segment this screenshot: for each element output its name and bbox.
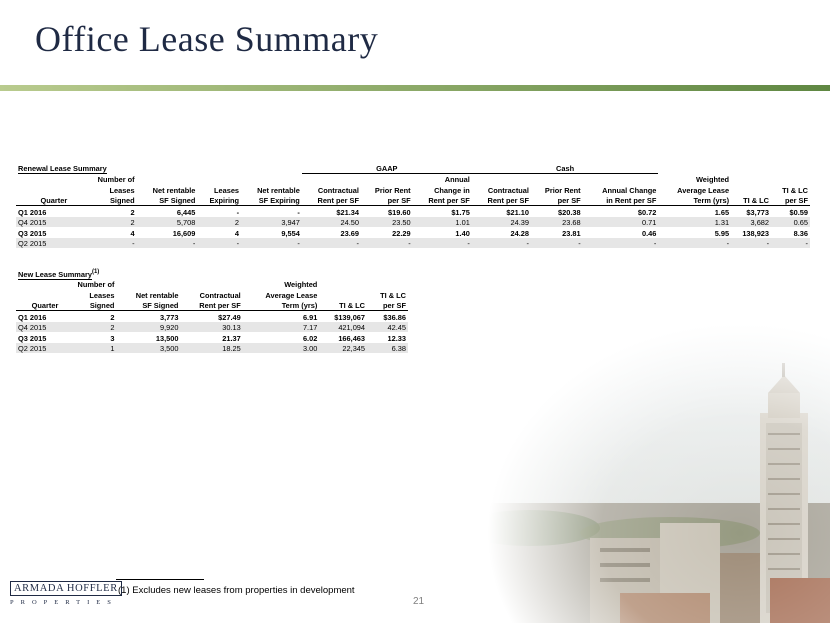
header-cell: TI & LC xyxy=(380,290,406,300)
renewal-header-row-3 xyxy=(16,195,810,206)
cell: $21.34 xyxy=(336,207,359,217)
cell: $21.10 xyxy=(506,207,529,217)
header-cell xyxy=(531,173,583,184)
header-cell xyxy=(319,289,367,300)
header-cell: Rent per SF xyxy=(302,195,361,206)
cell: 6.38 xyxy=(367,343,408,354)
cell: 1.65 xyxy=(714,207,730,217)
header-cell: Average Lease xyxy=(265,290,318,300)
cell: 1.31 xyxy=(658,217,731,228)
cell: 6.02 xyxy=(302,333,318,343)
table-row xyxy=(16,322,408,333)
cell: 3.00 xyxy=(243,343,320,354)
header-cell xyxy=(302,173,361,184)
header-cell: Quarter xyxy=(16,300,60,311)
header-cell xyxy=(771,173,810,184)
header-cell: Term (yrs) xyxy=(658,195,731,206)
footnote-divider xyxy=(116,579,204,580)
new-title-row xyxy=(16,268,408,279)
header-cell: Weighted xyxy=(284,280,318,289)
header-cell: Prior Rent xyxy=(544,185,581,195)
cell: 5.95 xyxy=(714,228,730,238)
new-lease-table xyxy=(16,268,408,353)
header-cell: Annual Change xyxy=(602,185,657,195)
cell: $1.75 xyxy=(451,207,470,217)
cell: 24.28 xyxy=(510,228,529,238)
table-row xyxy=(16,227,810,238)
company-logo xyxy=(10,578,118,610)
cell: 23.69 xyxy=(340,228,359,238)
header-cell: Number of xyxy=(97,175,135,184)
header-cell: Leases xyxy=(89,290,115,300)
cell: 138,923 xyxy=(742,228,770,238)
header-cell: Average Lease xyxy=(677,185,730,195)
table-row xyxy=(16,311,408,322)
new-header-row-2 xyxy=(16,289,408,300)
table-row xyxy=(16,343,408,354)
cell: 22.29 xyxy=(392,228,411,238)
header-cell xyxy=(116,279,180,290)
header-cell: per SF xyxy=(361,195,413,206)
cell: 2 xyxy=(197,217,241,228)
row-quarter: Q4 2015 xyxy=(16,217,69,228)
new-section-title: New Lease Summary$^{(1)}$ xyxy=(18,269,100,279)
cell: 42.45 xyxy=(367,322,408,333)
header-cell: Term (yrs) xyxy=(243,300,320,311)
cell: - xyxy=(472,238,531,249)
header-cell xyxy=(731,173,771,184)
cell: - xyxy=(302,238,361,249)
cell: 8.36 xyxy=(793,228,808,238)
table-row xyxy=(16,217,810,228)
cell: 2 xyxy=(110,312,115,322)
cell: $3,773 xyxy=(746,207,770,217)
cell: 18.25 xyxy=(180,343,242,354)
cell: - xyxy=(531,238,583,249)
cell: 16,609 xyxy=(172,228,196,238)
header-cell xyxy=(361,173,413,184)
header-cell: Leases xyxy=(213,185,240,195)
header-cell: Net rentable xyxy=(257,185,300,195)
cell: - xyxy=(771,238,810,249)
header-cell xyxy=(16,173,69,184)
cell: 2 xyxy=(69,217,136,228)
row-quarter: Q1 2016 xyxy=(18,312,47,322)
cell: $0.59 xyxy=(789,207,808,217)
header-cell: in Rent per SF xyxy=(583,195,659,206)
header-cell xyxy=(472,173,531,184)
cell: - xyxy=(658,238,731,249)
header-cell: Leases xyxy=(109,185,135,195)
cell: - xyxy=(297,207,300,217)
cell: 3,773 xyxy=(159,312,179,322)
header-cell: Weighted xyxy=(695,175,730,184)
cell: $19.60 xyxy=(388,207,411,217)
cell: 23.68 xyxy=(531,217,583,228)
cell: - xyxy=(241,238,302,249)
header-cell: Number of xyxy=(77,280,115,289)
cell: - xyxy=(236,207,240,217)
row-quarter: Q2 2015 xyxy=(16,238,69,249)
cell: 421,094 xyxy=(319,322,367,333)
cell: - xyxy=(583,238,659,249)
header-cell xyxy=(583,173,659,184)
header-cell: Prior Rent xyxy=(374,185,411,195)
renewal-section-title: Renewal Lease Summary xyxy=(18,164,107,173)
new-header-row-1 xyxy=(16,279,408,290)
cell: 21.37 xyxy=(222,333,241,343)
header-cell: Quarter xyxy=(16,195,69,206)
cell: 2 xyxy=(130,207,135,217)
header-cell: Contractual xyxy=(317,185,359,195)
header-cell: Rent per SF xyxy=(180,300,242,311)
gaap-group-label: GAAP xyxy=(302,162,472,173)
header-cell: Signed xyxy=(69,195,136,206)
header-cell: TI & LC xyxy=(731,195,771,206)
cell: 23.50 xyxy=(361,217,413,228)
header-cell: per SF xyxy=(771,195,810,206)
header-cell xyxy=(16,184,69,195)
header-cell xyxy=(137,173,198,184)
cell: 3,947 xyxy=(241,217,302,228)
cell: 3,682 xyxy=(731,217,771,228)
cell: 23.81 xyxy=(562,228,581,238)
header-cell xyxy=(731,184,771,195)
cell: 0.46 xyxy=(641,228,657,238)
cell: 24.39 xyxy=(472,217,531,228)
cell: 4 xyxy=(234,228,240,238)
table-row xyxy=(16,332,408,343)
page-title: Office Lease Summary xyxy=(35,19,379,59)
logo-wordmark: ARMADA HOFFLER xyxy=(10,581,122,596)
header-cell: TI & LC xyxy=(782,185,808,195)
header-cell xyxy=(197,173,241,184)
header-cell: Change in xyxy=(434,185,470,195)
header-cell: per SF xyxy=(531,195,583,206)
header-cell: Net rentable xyxy=(135,290,179,300)
title-divider-bar xyxy=(0,85,830,91)
cell: $27.49 xyxy=(218,312,241,322)
cell: 3,500 xyxy=(116,343,180,354)
cell: 2 xyxy=(60,322,116,333)
header-cell: Rent per SF xyxy=(472,195,531,206)
footnote-text: (1) Excludes new leases from properties in development xyxy=(118,585,355,596)
cell: 1.40 xyxy=(455,228,470,238)
cell: 1 xyxy=(60,343,116,354)
header-cell: TI & LC xyxy=(319,300,367,311)
cell: $0.72 xyxy=(637,207,657,217)
cell: - xyxy=(69,238,136,249)
header-cell: SF Expiring xyxy=(241,195,302,206)
row-quarter: Q3 2015 xyxy=(18,228,47,238)
cell: $20.38 xyxy=(558,207,581,217)
city-skyline-image xyxy=(470,323,830,623)
new-header-row-3 xyxy=(16,300,408,311)
cell: 5,708 xyxy=(137,217,198,228)
header-cell xyxy=(16,279,60,290)
table-row xyxy=(16,206,810,217)
cell: 22,345 xyxy=(319,343,367,354)
cell: 6.91 xyxy=(302,312,318,322)
cell: 30.13 xyxy=(180,322,242,333)
header-cell: Contractual xyxy=(199,290,241,300)
header-cell xyxy=(319,279,367,290)
header-cell xyxy=(241,173,302,184)
header-cell: Rent per SF xyxy=(413,195,472,206)
renewal-header-row-2 xyxy=(16,184,810,195)
page-number: 21 xyxy=(413,596,425,607)
cell: 13,500 xyxy=(155,333,179,343)
header-cell: Annual xyxy=(444,175,470,184)
header-cell: SF Signed xyxy=(116,300,180,311)
row-quarter: Q2 2015 xyxy=(16,343,60,354)
header-cell xyxy=(16,289,60,300)
renewal-header-row-1 xyxy=(16,173,810,184)
cell: 3 xyxy=(110,333,115,343)
header-cell xyxy=(367,279,408,290)
header-cell: Net rentable xyxy=(152,185,196,195)
cell: 1.01 xyxy=(413,217,472,228)
cell: - xyxy=(197,238,241,249)
cell: 12.33 xyxy=(387,333,406,343)
header-cell: Contractual xyxy=(487,185,529,195)
cell: 9,920 xyxy=(116,322,180,333)
cash-group-label: Cash xyxy=(472,162,659,173)
cell: 166,463 xyxy=(338,333,366,343)
row-quarter: Q1 2016 xyxy=(18,207,47,217)
logo-subtitle: PROPERTIES xyxy=(10,599,118,606)
cell: $36.86 xyxy=(383,312,406,322)
header-cell: per SF xyxy=(367,300,408,311)
cell: - xyxy=(137,238,198,249)
row-quarter: Q3 2015 xyxy=(18,333,47,343)
header-cell xyxy=(180,279,242,290)
table-row xyxy=(16,238,810,249)
cell: - xyxy=(361,238,413,249)
cell: 4 xyxy=(130,228,135,238)
footnote-reference: (1) xyxy=(91,269,100,276)
header-cell: Expiring xyxy=(197,195,241,206)
cell: - xyxy=(413,238,472,249)
cell: 24.50 xyxy=(302,217,361,228)
renewal-group-header-row xyxy=(16,162,810,173)
header-cell: Signed xyxy=(60,300,116,311)
cell: 7.17 xyxy=(243,322,320,333)
header-cell: SF Signed xyxy=(137,195,198,206)
cell: 9,554 xyxy=(281,228,300,238)
cell: - xyxy=(731,238,771,249)
cell: 0.71 xyxy=(583,217,659,228)
cell: 6,445 xyxy=(176,207,196,217)
row-quarter: Q4 2015 xyxy=(16,322,60,333)
renewal-lease-table xyxy=(16,162,810,248)
cell: 0.65 xyxy=(771,217,810,228)
cell: $139,067 xyxy=(334,312,366,322)
